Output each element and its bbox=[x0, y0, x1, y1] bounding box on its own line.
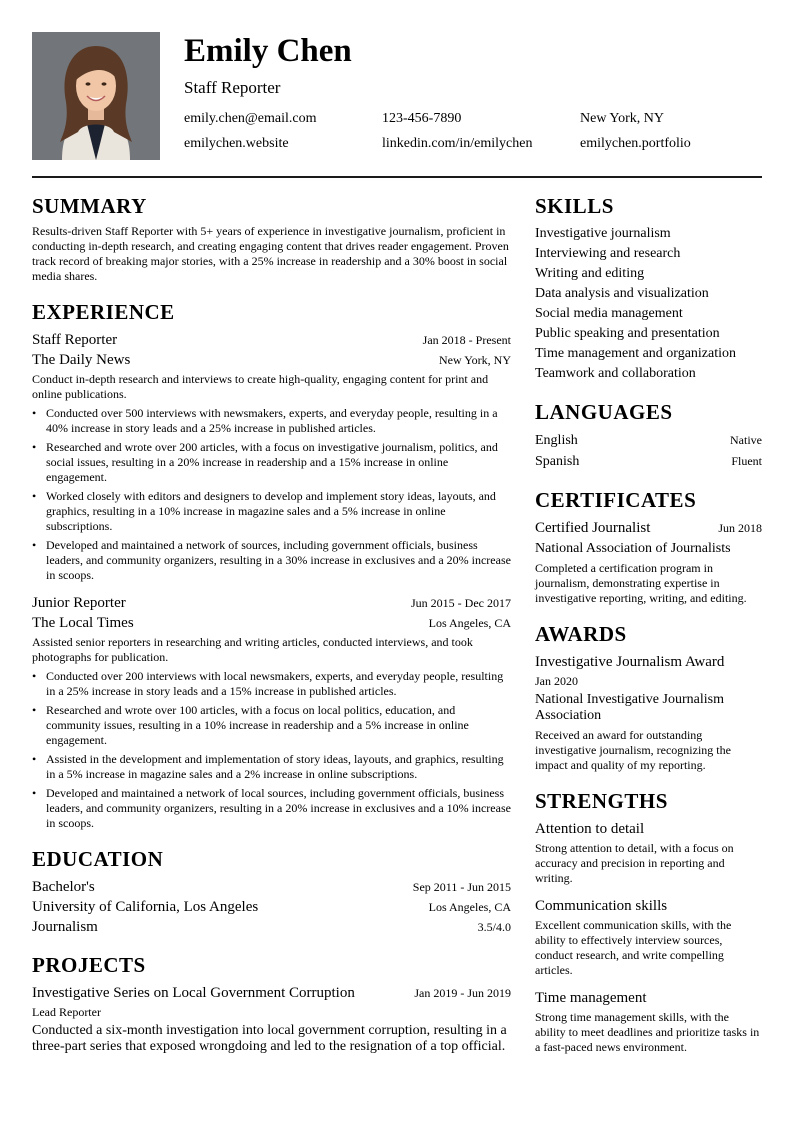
job-description: Assisted senior reporters in researching and writing articles, conducted interviews, and took photographs for publication. bbox=[32, 635, 473, 664]
strength-title: Communication skills bbox=[535, 898, 668, 914]
projects-section bbox=[32, 953, 511, 1055]
contact-linkedin[interactable]: linkedin.com/in/emilychen bbox=[382, 136, 533, 151]
education-heading: EDUCATION bbox=[32, 847, 164, 871]
skill-item: Data analysis and visualization bbox=[535, 286, 709, 301]
skill-item: Social media management bbox=[535, 306, 683, 321]
job-location: New York, NY bbox=[438, 353, 511, 367]
certificate-org: National Association of Journalists bbox=[535, 541, 731, 556]
project-description: Conducted a six-month investigation into local government corruption, resulting in a three-part series that exposed wrongdoing and led to the resignation of a top official. bbox=[32, 1023, 507, 1054]
award-date: Jan 2020 bbox=[535, 674, 578, 688]
bullet-item: • Developed and maintained a network of sources, including government officials, business leaders, and community organizers, resulting in a 30% increase in exclusives and a 20% increase in scoops. bbox=[32, 538, 511, 583]
job-dates: Jun 2015 - Dec 2017 bbox=[411, 596, 511, 610]
contact-email[interactable]: emily.chen@email.com bbox=[184, 111, 317, 126]
school-location: Los Angeles, CA bbox=[428, 900, 511, 914]
bullet-item: • Conducted over 200 interviews with local newsmakers, experts, and everyday people, resulting in a 25% increase in story leads and a 15% increase in published articles. bbox=[32, 669, 511, 699]
experience-item bbox=[32, 593, 511, 831]
experience-item bbox=[32, 330, 511, 583]
education-section bbox=[32, 847, 511, 937]
job-title: Staff Reporter bbox=[184, 78, 281, 97]
bullet-item: • Worked closely with editors and designers to develop and implement story ideas, layouts, and graphics, resulting in a 10% increase in magazine sales and a 5% increase in online subscriptions. bbox=[32, 489, 511, 534]
awards-heading: AWARDS bbox=[535, 622, 627, 646]
job-bullets bbox=[32, 406, 511, 583]
bullet-item: • Conducted over 500 interviews with newsmakers, experts, and everyday people, resulting in a 40% increase in story leads and a 25% increase in published articles. bbox=[32, 406, 511, 436]
certificate-date: Jun 2018 bbox=[718, 521, 762, 535]
language-name: Spanish bbox=[535, 454, 580, 469]
experience-section bbox=[32, 300, 511, 831]
contact-location: New York, NY bbox=[580, 111, 665, 126]
company-name: The Daily News bbox=[32, 352, 131, 368]
bullet-item: • Researched and wrote over 200 articles, with a focus on investigative journalism, politics, and social issues, resulting in a 20% increase in readership and a 15% increase in online engagement. bbox=[32, 440, 511, 485]
projects-heading: PROJECTS bbox=[32, 953, 146, 977]
summary-text: Results-driven Staff Reporter with 5+ years of experience in investigative journalism, proficient in conducting in-depth research, and creating engaging content that drives reader engagement. Proven track record of breaking major stories, with a 25% increase in readership and a 30% boost in social media shares. bbox=[32, 224, 509, 283]
summary-heading: SUMMARY bbox=[32, 194, 147, 218]
certificate-description: Completed a certification program in journalism, demonstrating expertise in investigative reporting, writing, and editing. bbox=[535, 561, 747, 605]
contact-website[interactable]: emilychen.website bbox=[184, 136, 289, 151]
strength-item bbox=[535, 988, 762, 1055]
award-org: National Investigative Journalism Association bbox=[535, 692, 724, 723]
certificate-title: Certified Journalist bbox=[535, 520, 651, 536]
language-name: English bbox=[535, 433, 578, 448]
contact-info bbox=[184, 109, 762, 154]
certificates-section bbox=[535, 488, 762, 606]
skill-item: Teamwork and collaboration bbox=[535, 366, 696, 381]
education-dates: Sep 2011 - Jun 2015 bbox=[412, 880, 511, 894]
experience-heading: EXPERIENCE bbox=[32, 300, 175, 324]
skill-item: Public speaking and presentation bbox=[535, 326, 720, 341]
skill-item: Writing and editing bbox=[535, 266, 645, 281]
contact-portfolio[interactable]: emilychen.portfolio bbox=[580, 136, 691, 151]
skill-item: Investigative journalism bbox=[535, 226, 671, 241]
language-item bbox=[535, 430, 762, 451]
summary-section bbox=[32, 194, 511, 284]
strengths-heading: STRENGTHS bbox=[535, 789, 668, 813]
strengths-section bbox=[535, 789, 762, 1055]
skills-heading: SKILLS bbox=[535, 194, 614, 218]
languages-heading: LANGUAGES bbox=[535, 400, 673, 424]
contact-phone[interactable]: 123-456-7890 bbox=[382, 111, 462, 126]
skills-section bbox=[535, 194, 762, 384]
job-title: Junior Reporter bbox=[32, 595, 126, 611]
skill-item: Time management and organization bbox=[535, 346, 737, 361]
school-name: University of California, Los Angeles bbox=[32, 899, 259, 915]
awards-section bbox=[535, 622, 762, 773]
gpa: 3.5/4.0 bbox=[477, 920, 511, 934]
resume-header bbox=[32, 32, 762, 160]
company-name: The Local Times bbox=[32, 615, 134, 631]
skill-item: Interviewing and research bbox=[535, 246, 681, 261]
profile-photo bbox=[32, 32, 160, 160]
strength-title: Attention to detail bbox=[535, 821, 645, 837]
award-title: Investigative Journalism Award bbox=[535, 654, 725, 670]
job-location: Los Angeles, CA bbox=[428, 616, 511, 630]
strength-description: Excellent communication skills, with the ability to effectively interview sources, conduct research, and write compelling articles. bbox=[535, 918, 732, 977]
bullet-item: • Assisted in the development and implementation of story ideas, layouts, and graphics, resulting in a 5% increase in magazine sales and a 2% increase in online subscriptions. bbox=[32, 752, 511, 782]
degree: Bachelor's bbox=[32, 879, 95, 895]
bullet-item: • Researched and wrote over 100 articles, with a focus on local politics, education, and community issues, resulting in a 10% increase in readership and a 5% increase in online engagement. bbox=[32, 703, 511, 748]
left-column bbox=[32, 194, 511, 1071]
job-title: Staff Reporter bbox=[32, 332, 118, 348]
bullet-item: • Developed and maintained a network of local sources, including government officials, business leaders, and community organizers, resulting in a 20% increase in exclusives and a 10% increase in scoops. bbox=[32, 786, 511, 831]
project-title: Investigative Series on Local Government Corruption bbox=[32, 985, 355, 1001]
job-dates: Jan 2018 - Present bbox=[422, 333, 511, 347]
strength-item bbox=[535, 896, 762, 978]
right-column bbox=[535, 194, 762, 1071]
project-role: Lead Reporter bbox=[32, 1005, 101, 1019]
language-level: Native bbox=[730, 433, 762, 447]
language-item bbox=[535, 451, 762, 472]
person-name: Emily Chen bbox=[184, 33, 352, 69]
project-dates: Jan 2019 - Jun 2019 bbox=[414, 986, 511, 1000]
job-bullets bbox=[32, 669, 511, 831]
certificates-heading: CERTIFICATES bbox=[535, 488, 697, 512]
field-of-study: Journalism bbox=[32, 919, 98, 935]
header-divider bbox=[32, 176, 762, 178]
strength-description: Strong attention to detail, with a focus on accuracy and precision in reporting and writing. bbox=[535, 841, 734, 885]
language-level: Fluent bbox=[731, 454, 762, 468]
languages-section bbox=[535, 400, 762, 472]
award-description: Received an award for outstanding investigative journalism, recognizing the impact and quality of my reporting. bbox=[535, 728, 731, 772]
strength-item bbox=[535, 819, 762, 886]
strength-description: Strong time management skills, with the ability to meet deadlines and prioritize tasks in a fast-paced news environment. bbox=[535, 1010, 760, 1054]
job-description: Conduct in-depth research and interviews to create high-quality, engaging content for print and online publications. bbox=[32, 372, 489, 401]
strength-title: Time management bbox=[535, 990, 647, 1006]
